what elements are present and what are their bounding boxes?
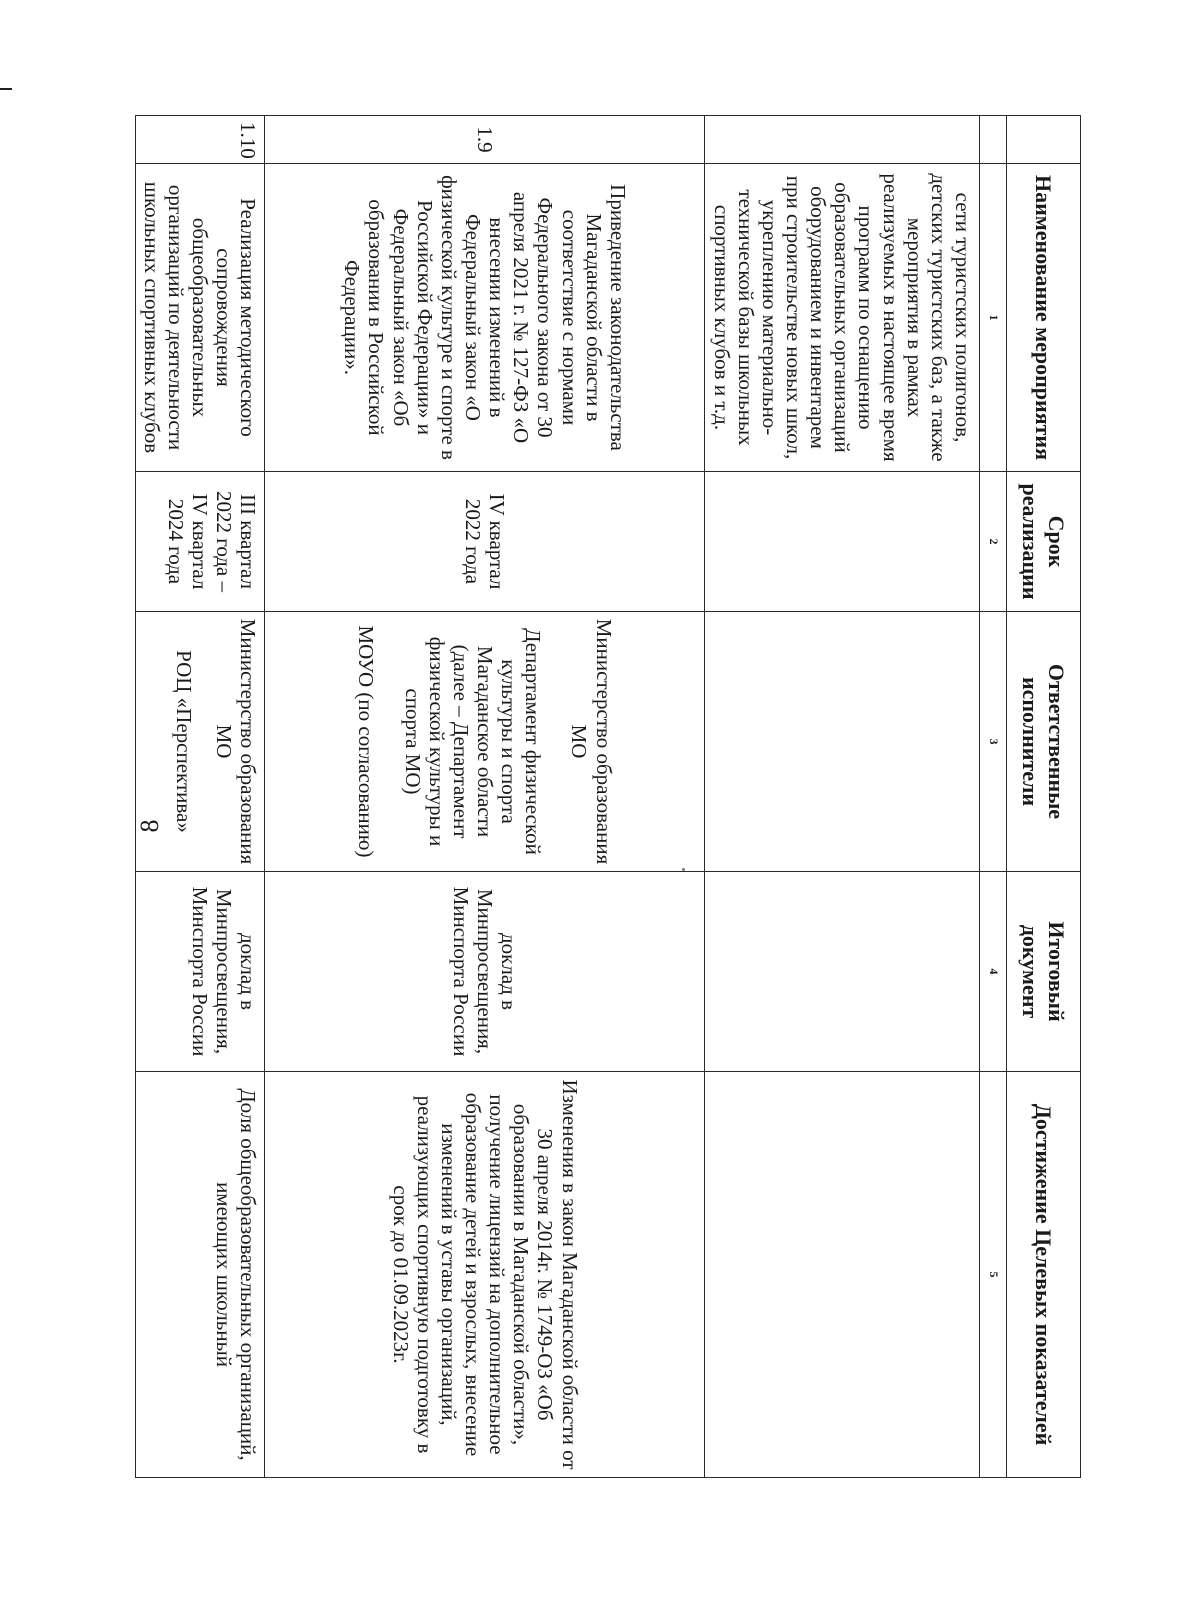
row-name: Приведение законодательства Магаданской области в соответствие с нормами Федерального закона от 30 апреля 2021 г. № 127-ФЗ «О внесении изменений в Федеральный закон «О физической культуре и спорте в Российской Федерации» и Федеральный закон «Об образовании в Российской Федерации». [265, 164, 705, 472]
row-number [705, 116, 980, 164]
header-executors: Ответственные исполнители [1007, 612, 1081, 872]
page-number: 8 [135, 819, 164, 833]
row-executors [135, 612, 265, 872]
executor: МОУО (по согласованию) [354, 625, 379, 858]
row-indicators [705, 1072, 980, 1478]
activities-table [135, 115, 1081, 1478]
row-name: сети туристских полигонов, детских туристских баз, а также мероприятия в рамках реализуемых в настоящее время программ по оснащению образовательных организаций оборудованием и инвентарем при строительстве новых школ, укреплению материально-технической базы школьных спортивных клубов и т.д. [705, 164, 980, 472]
header-document: Итоговый документ [1007, 872, 1081, 1072]
row-number: 1.10 [135, 116, 265, 164]
scan-edge-mark [0, 88, 12, 90]
rotated-page [139, 115, 1081, 1477]
row-indicators: Доля общеобразовательных организаций, имеющих школьный [135, 1072, 265, 1478]
header-number [1007, 116, 1081, 164]
column-number: 1 [980, 164, 1007, 472]
column-number-row [980, 116, 1007, 1478]
column-number-blank [980, 116, 1007, 164]
column-number: 5 [980, 1072, 1007, 1478]
table-row-1-10 [135, 116, 265, 1478]
row-document: доклад в Минпросвещения, Минспорта России [265, 872, 705, 1072]
executor: Департамент физической культуры и спорта Магаданское области (далее – Департамент физической культуры и спорта МО) [400, 628, 546, 855]
row-term: IV квартал 2022 года [265, 472, 705, 612]
row-executors [265, 612, 705, 872]
column-number: 4 [980, 872, 1007, 1072]
column-number: 2 [980, 472, 1007, 612]
row-name: Реализация методического сопровождения общеобразовательных организаций по деятельности школьных спортивных клубов [135, 164, 265, 472]
row-document: доклад в Минпросвещения, Минспорта России [135, 872, 265, 1072]
table-row-1-9 [265, 116, 705, 1478]
column-number: 3 [980, 612, 1007, 872]
executor: Министерство образования МО [212, 618, 261, 865]
executor: РОЦ «Перспектива» [172, 650, 197, 833]
row-executors [705, 612, 980, 872]
header-indicators: Достижение Целевых показателей [1007, 1072, 1081, 1478]
row-document [705, 872, 980, 1072]
row-term [705, 472, 980, 612]
executor: Министерство образования МО [567, 618, 616, 865]
header-row [1007, 116, 1081, 1478]
table-row-continuation [705, 116, 980, 1478]
row-number: 1.9 [265, 116, 705, 164]
row-indicators: Изменения в закон Магаданской области от 30 апреля 2014г. № 1749-ОЗ «Об образовании в Магаданской области», получение лицензий на дополнительное образование детей и взрослых, внесение изменений в уставы организаций, реализующих спортивную подготовку в срок до 01.09.2023г. [265, 1072, 705, 1478]
header-name: Наименование мероприятия [1007, 164, 1081, 472]
row-term: III квартал 2022 года – IV квартал 2024 года [135, 472, 265, 612]
header-term: Срок реализации [1007, 472, 1081, 612]
